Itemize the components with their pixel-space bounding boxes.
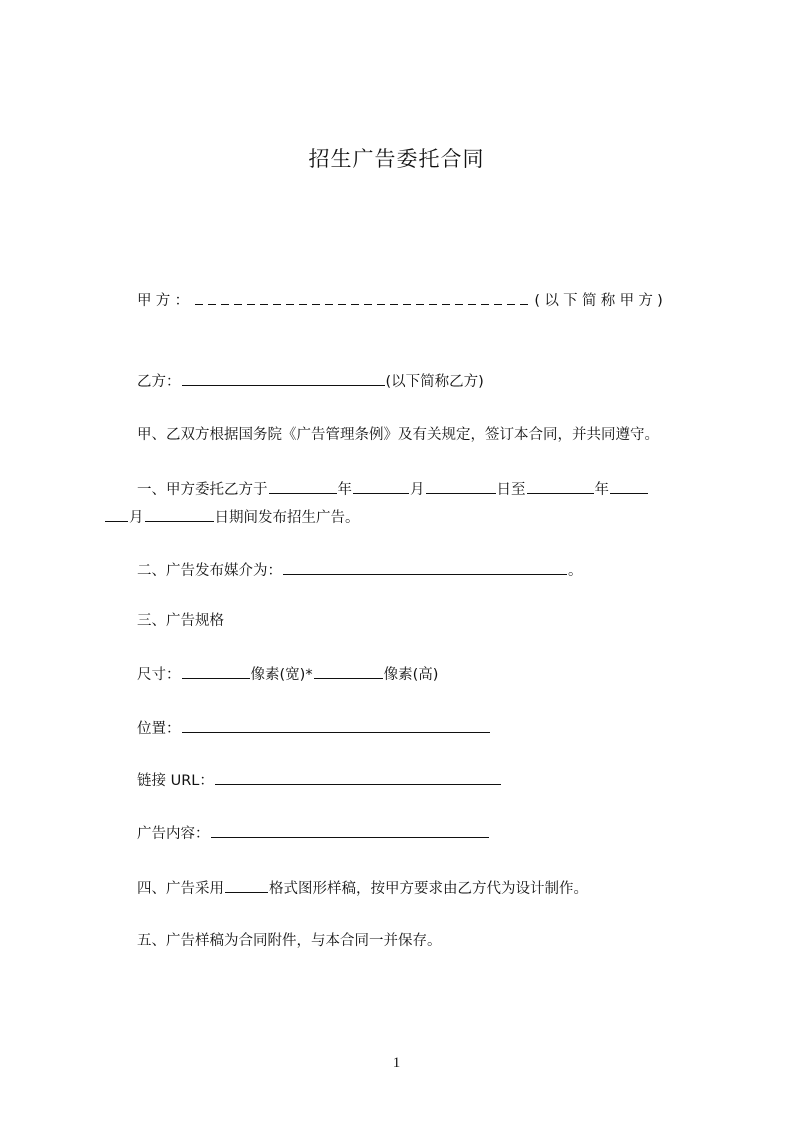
- party-b-label: 乙方：: [137, 374, 181, 390]
- clause-1-year2-label: 年: [594, 482, 609, 498]
- width-pixels-blank[interactable]: [182, 663, 250, 679]
- party-b-blank[interactable]: [182, 370, 385, 386]
- start-month-blank[interactable]: [353, 478, 409, 494]
- clause-3-heading: 三、广告规格: [137, 613, 224, 629]
- height-unit-label: 像素(高): [383, 667, 439, 683]
- position-blank[interactable]: [182, 717, 490, 733]
- width-unit-label: 像素(宽)*: [250, 667, 313, 683]
- clause-5: 五、广告样稿为合同附件，与本合同一并保存。: [137, 933, 442, 949]
- end-month-blank-start[interactable]: [610, 478, 648, 494]
- clause-4-line: [137, 877, 588, 899]
- clause-1-day-to-label: 日至: [496, 482, 526, 498]
- link-url-blank[interactable]: [215, 769, 501, 785]
- link-label: 链接 URL：: [137, 773, 214, 789]
- clause-2-suffix: 。: [568, 563, 583, 579]
- end-day-blank[interactable]: [145, 506, 214, 522]
- party-b-suffix: (以下简称乙方): [385, 374, 484, 390]
- clause-4-prefix: 四、广告采用: [137, 881, 224, 897]
- height-pixels-blank[interactable]: [314, 663, 383, 679]
- link-line: [137, 769, 502, 791]
- clause-1-year-label: 年: [337, 482, 352, 498]
- party-a-label: 甲方：: [137, 293, 194, 309]
- start-year-blank[interactable]: [269, 478, 337, 494]
- clause-4-suffix: 格式图形样稿，按甲方要求由乙方代为设计制作。: [269, 881, 588, 897]
- clause-1-month2-label: 月: [129, 510, 144, 526]
- start-day-blank[interactable]: [426, 478, 496, 494]
- clause-1-prefix: 一、甲方委托乙方于: [137, 482, 268, 498]
- clause-1-line-1: [137, 478, 649, 500]
- clause-1-suffix: 日期间发布招生广告。: [214, 510, 360, 526]
- position-label: 位置：: [137, 721, 181, 737]
- media-blank[interactable]: [283, 559, 567, 575]
- document-title: 招生广告委托合同: [308, 147, 485, 171]
- content-label: 广告内容：: [137, 826, 210, 842]
- party-b-line: [137, 370, 484, 392]
- clause-2-line: [137, 559, 583, 581]
- preamble: 甲、乙双方根据国务院《广告管理条例》及有关规定，签订本合同，并共同遵守。: [137, 427, 659, 443]
- size-label: 尺寸：: [137, 667, 181, 683]
- ad-content-blank[interactable]: [211, 822, 489, 838]
- end-month-blank-end[interactable]: [105, 506, 128, 522]
- clause-1-month-label: 月: [410, 482, 425, 498]
- position-line: [137, 717, 491, 739]
- page-number: 1: [392, 1055, 401, 1071]
- party-a-blank[interactable]: [195, 290, 531, 305]
- clause-2-prefix: 二、广告发布媒介为：: [137, 563, 282, 579]
- end-year-blank[interactable]: [527, 478, 594, 494]
- content-line: [137, 822, 490, 844]
- party-a-line: [137, 290, 667, 311]
- party-a-suffix: (以下简称甲方): [534, 293, 668, 309]
- size-line: [137, 663, 438, 685]
- clause-1-line-2: [104, 506, 360, 528]
- format-blank[interactable]: [225, 877, 268, 893]
